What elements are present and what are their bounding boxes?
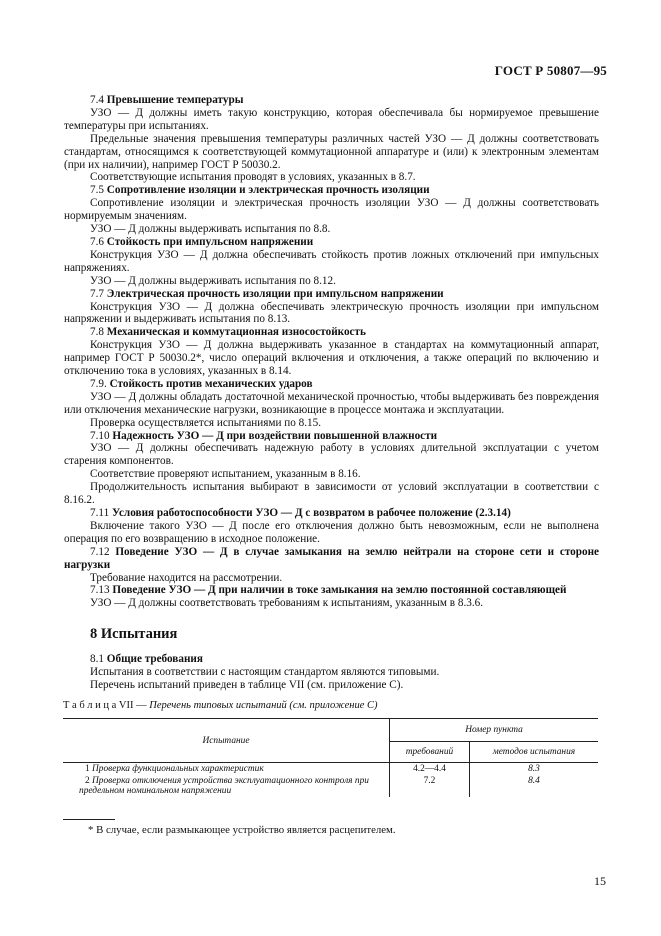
paragraph-text: Конструкция УЗО — Д должна обеспечивать стойкость против ложных отключений при импульсных напряжениях.	[64, 248, 599, 274]
section-number: 7.7	[90, 287, 104, 300]
col-header-req: требований	[390, 742, 470, 763]
section-number: 7.5	[90, 184, 104, 197]
footnote-rule	[63, 819, 115, 820]
col-header-methods: методов испытания	[469, 742, 598, 763]
paragraph	[64, 679, 599, 692]
col-header-test: Испытание	[63, 719, 390, 763]
heading-text: Механическая и коммутационная износостойкость	[106, 326, 366, 339]
paragraph-text: УЗО — Д должны выдерживать испытания по 8.12.	[90, 274, 336, 287]
paragraph-text: Соответствие проверяют испытанием, указанным в 8.16.	[90, 468, 361, 481]
section-number: 7.8	[90, 326, 104, 339]
paragraph	[64, 666, 599, 679]
heading-text: Поведение УЗО — Д при наличии в токе замыкания на землю постоянной составляющей	[112, 584, 567, 597]
test-name: Проверка отключения устройства эксплуатационного контроля при предельном номинальном напряжении	[79, 776, 369, 796]
section-number: 7.11	[90, 507, 110, 519]
paragraph	[64, 391, 599, 417]
section-title: 8 Испытания	[90, 626, 178, 643]
paragraph	[64, 468, 599, 481]
col-header-group: Номер пункта	[390, 719, 599, 742]
paragraph	[64, 442, 599, 468]
heading-text: Сопротивление изоляции и электрическая прочность изоляции	[106, 184, 430, 197]
section-heading	[64, 236, 599, 249]
paragraph-text: Продолжительность испытания выбирают в зависимости от условий эксплуатации в соответствии с 8.16.2.	[64, 481, 599, 507]
methods-cell: 8.4	[469, 775, 598, 797]
table-caption	[63, 700, 378, 711]
paragraph	[64, 481, 599, 507]
paragraph-text: Конструкция УЗО — Д должна обеспечивать электрическую прочность изоляции при импульсном напряжении и выдерживать испытания по 8.13.	[64, 300, 599, 326]
section-number: 7.13	[90, 584, 110, 597]
req-cell: 7.2	[390, 775, 470, 797]
paragraph	[64, 197, 599, 223]
table-caption-title: Перечень типовых испытаний (см. приложение С)	[149, 700, 378, 711]
paragraph-text: Испытания в соответствии с настоящим стандартом являются типовыми.	[90, 666, 440, 679]
row-number: 2	[85, 776, 90, 786]
paragraph	[64, 417, 599, 430]
paragraph	[64, 301, 599, 327]
paragraph-text: УЗО — Д должны выдерживать испытания по 8.8.	[90, 223, 331, 236]
section-heading	[64, 430, 599, 443]
section-heading	[64, 546, 599, 572]
paragraph	[64, 597, 599, 610]
paragraph-text: Соответствующие испытания проводят в условиях, указанных в 8.7.	[90, 171, 416, 184]
table-row	[63, 763, 598, 776]
paragraph-text: Конструкция УЗО — Д должна выдерживать указанное в стандартах на коммутационный аппарат, например ГОСТ Р 50030.2*, число операций включения и отключения, а также операций по включению и отключению тока в условиях, указанных в 8.14.	[64, 339, 599, 378]
section-heading	[64, 507, 599, 520]
document-header: ГОСТ Р 50807—95	[494, 63, 607, 78]
paragraph	[64, 249, 599, 275]
table-caption-prefix: Т а б л и ц а VII —	[63, 700, 147, 711]
heading-text: Электрическая прочность изоляции при импульсном напряжении	[106, 287, 444, 300]
paragraph	[64, 171, 599, 184]
paragraph-text: Сопротивление изоляции и электрическая прочность изоляции УЗО — Д должны соответствовать нормируемым значениям.	[64, 197, 599, 223]
test-cell	[63, 763, 390, 776]
heading-text: Условия работоспособности УЗО — Д с возвратом в рабочее положение (2.3.14)	[111, 507, 511, 519]
section-number: 7.6	[90, 235, 104, 248]
paragraph-text: Предельные значения превышения температуры различных частей УЗО — Д должны соответствовать стандартам, относящимся к соответствующей коммутационной аппаратуре и (или) к электронным элементам (при их наличии), например ГОСТ Р 50030.2.	[64, 132, 599, 171]
paragraph	[64, 223, 599, 236]
section-number: 7.4	[90, 94, 104, 106]
paragraph-text: Проверка осуществляется испытаниями по 8.15.	[90, 416, 322, 429]
section-heading	[64, 326, 599, 339]
section-heading	[64, 288, 599, 301]
heading-text: Стойкость против механических ударов	[109, 377, 313, 390]
section-number: 7.12	[90, 545, 110, 558]
paragraph	[64, 572, 599, 585]
section-number: 8.1	[90, 653, 104, 666]
paragraph	[64, 133, 599, 172]
tests-table	[63, 718, 598, 797]
section-heading	[64, 94, 599, 107]
paragraph-text: УЗО — Д должны соответствовать требованиям к испытаниям, указанным в 8.3.6.	[90, 597, 484, 610]
section-heading	[64, 653, 599, 666]
heading-text: Общие требования	[106, 653, 203, 666]
section-number: 7.10	[90, 429, 110, 442]
heading-text: Превышение температуры	[106, 94, 244, 106]
heading-text: Стойкость при импульсном напряжении	[106, 235, 314, 248]
test-name: Проверка функциональных характеристик	[92, 764, 264, 774]
paragraph	[64, 339, 599, 378]
methods-cell: 8.3	[469, 763, 598, 776]
paragraph	[64, 520, 599, 546]
test-cell	[63, 775, 390, 797]
section-number: 7.9.	[90, 377, 107, 390]
paragraph	[64, 275, 599, 288]
paragraph-text: Перечень испытаний приведен в таблице VII (см. приложение С).	[90, 678, 404, 691]
paragraph-text: УЗО — Д должны иметь такую конструкцию, которая обеспечивала бы нормируемое превышение температуры при испытаниях.	[64, 106, 599, 132]
paragraph	[64, 107, 599, 133]
section-heading	[64, 184, 599, 197]
paragraph-text: УЗО — Д должны обеспечивать надежную работу в условиях длительной эксплуатации с учетом старения компонентов.	[64, 442, 599, 468]
paragraph-text: УЗО — Д должны обладать достаточной механической прочностью, чтобы выдерживать без повреждения или отключения механические нагрузки, возникающие в процессе монтажа и эксплуатации.	[64, 390, 599, 416]
paragraph-text: Требование находится на рассмотрении.	[90, 571, 283, 584]
row-number: 1	[85, 764, 90, 774]
page-number: 15	[594, 874, 606, 888]
table-row	[63, 775, 598, 797]
heading-text: Поведение УЗО — Д в случае замыкания на землю нейтрали на стороне сети и стороне нагрузки	[64, 545, 599, 571]
paragraph-text: Включение такого УЗО — Д после его отключения должно быть невозможным, если не выполнена операция по его возвращению в исходное положение.	[64, 519, 599, 545]
heading-text: Надежность УЗО — Д при воздействии повышенной влажности	[112, 429, 438, 442]
req-cell: 4.2—4.4	[390, 763, 470, 776]
body-text	[64, 94, 599, 692]
section-heading	[64, 584, 599, 597]
footnote: * В случае, если размыкающее устройство является расцепителем.	[88, 824, 396, 836]
section-heading	[64, 378, 599, 391]
